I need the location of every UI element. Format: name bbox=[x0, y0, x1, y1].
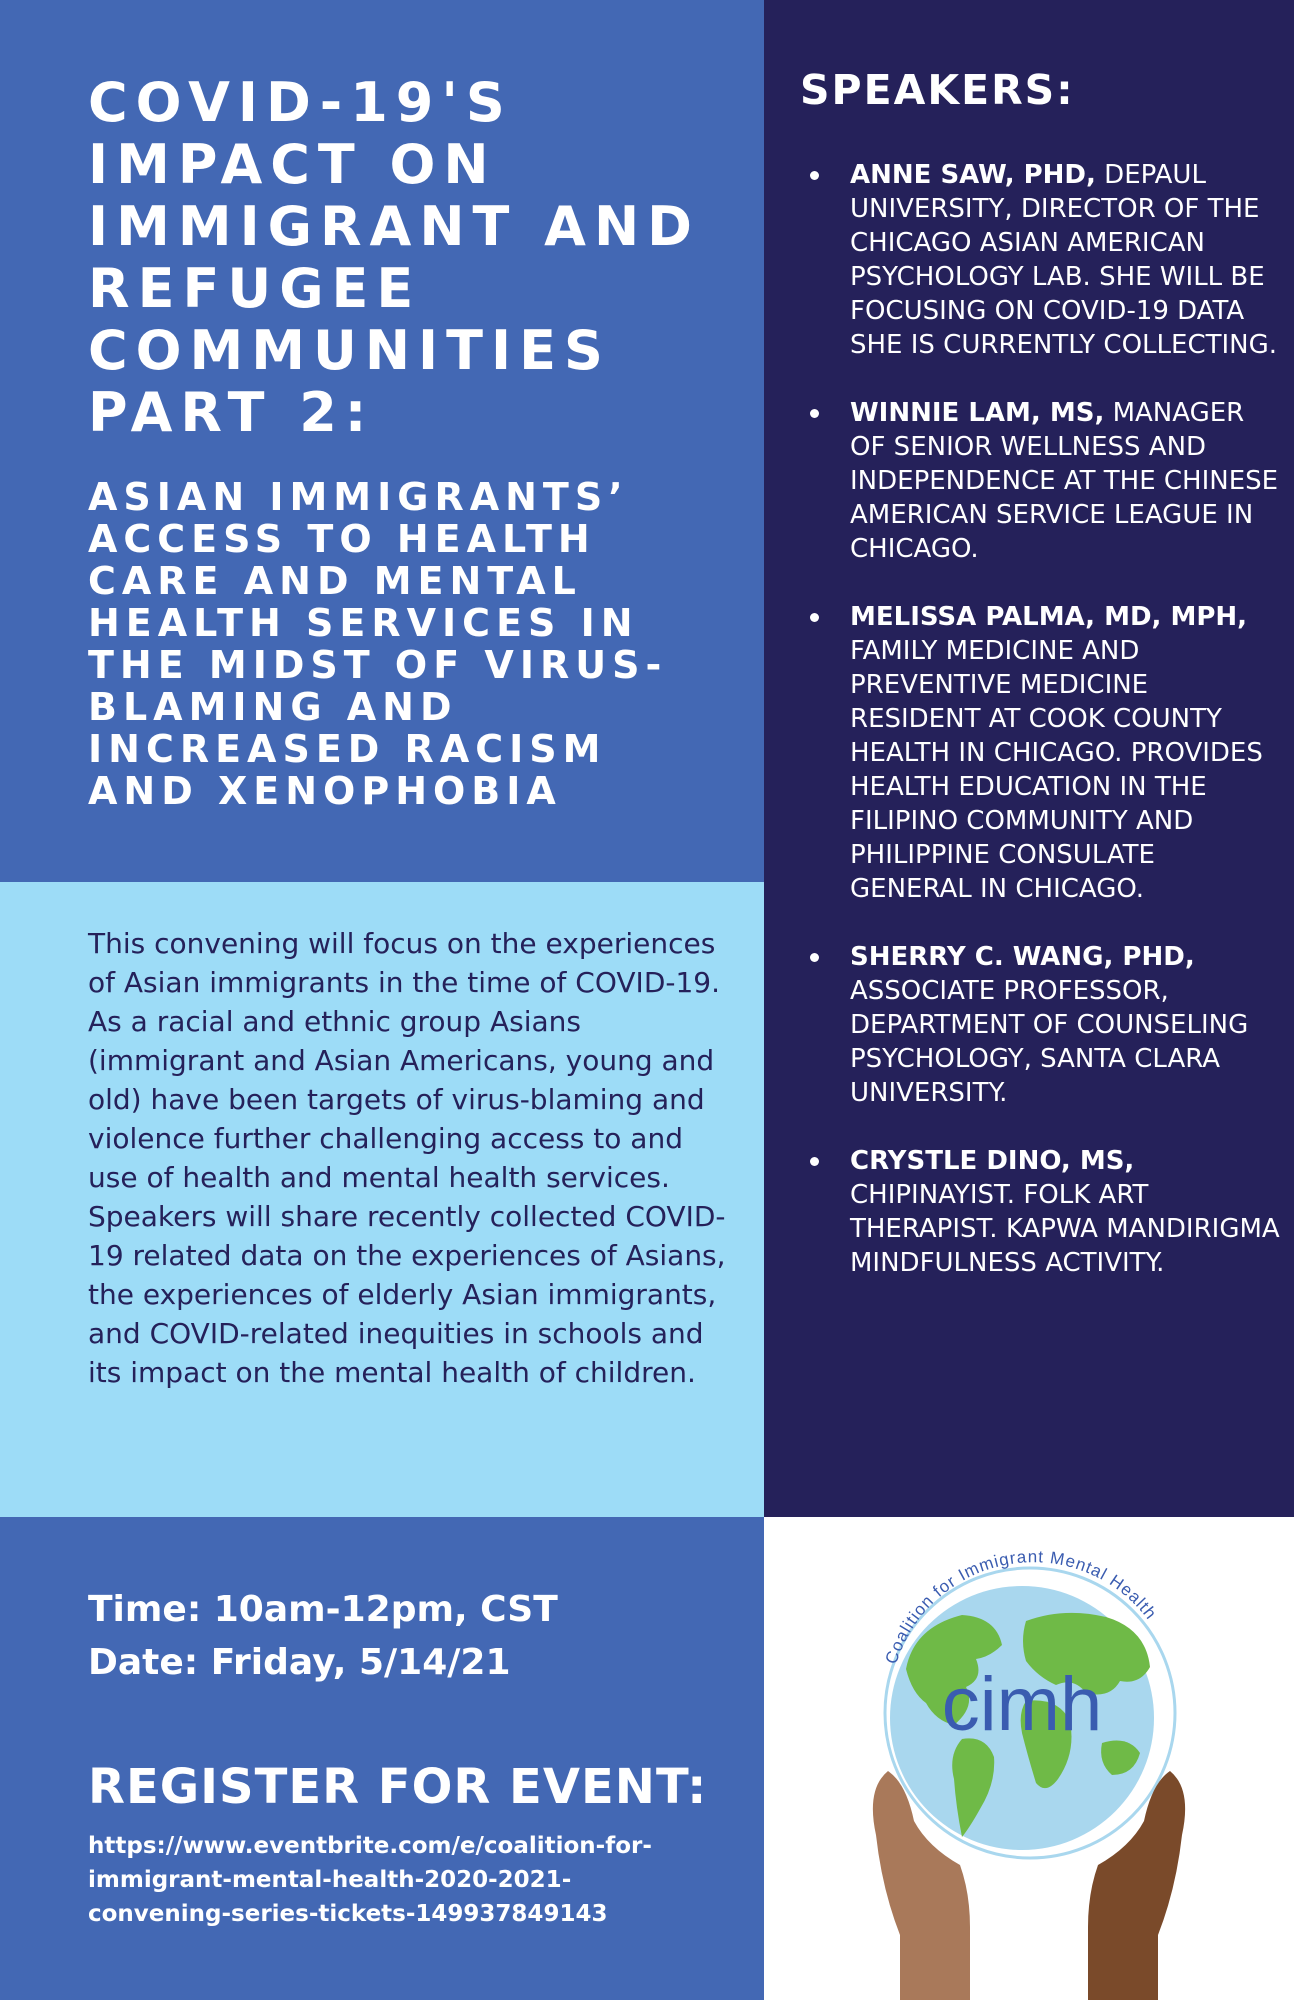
speaker-detail: MANAGER OF SENIOR WELLNESS AND INDEPENDENCE AT THE CHINESE AMERICAN SERVICE LEAGUE IN CHICAGO. bbox=[850, 398, 1279, 564]
registration-link[interactable]: https://www.eventbrite.com/e/coalition-for-immigrant-mental-health-2020-2021-convening-series-tickets-149937849143 bbox=[88, 1833, 652, 1927]
speaker-item bbox=[800, 940, 1280, 1110]
cimh-logo bbox=[764, 1517, 1294, 2000]
bullet-icon bbox=[810, 1157, 819, 1166]
bullet-icon bbox=[810, 613, 819, 622]
register-heading: REGISTER FOR EVENT: bbox=[88, 1759, 708, 1815]
speaker-detail: CHIPINAYIST. FOLK ART THERAPIST. KAPWA MANDIRIGMA MINDFULNESS ACTIVITY. bbox=[850, 1180, 1280, 1278]
description-panel bbox=[0, 882, 764, 1517]
speaker-list bbox=[800, 158, 1280, 1314]
speaker-name: SHERRY C. WANG, PHD, bbox=[850, 942, 1195, 972]
speaker-item bbox=[800, 396, 1280, 566]
speaker-detail: DEPAUL UNIVERSITY, DIRECTOR OF THE CHICAGO ASIAN AMERICAN PSYCHOLOGY LAB. SHE WILL BE FOCUSING ON COVID-19 DATA SHE IS CURRENTLY COLLECTING. bbox=[850, 160, 1278, 360]
speaker-name: WINNIE LAM, MS, bbox=[850, 398, 1105, 428]
logo-arc-text: Coalition for Immigrant Mental Health bbox=[881, 1547, 1161, 1667]
event-details-panel bbox=[0, 1517, 764, 2000]
event-time: Time: 10am-12pm, CST bbox=[88, 1589, 558, 1630]
event-title: COVID-19'S IMPACT ON IMMIGRANT AND REFUGEE COMMUNITIES PART 2: bbox=[88, 71, 700, 444]
speaker-item bbox=[800, 158, 1280, 362]
bullet-icon bbox=[810, 953, 819, 962]
speaker-name: CRYSTLE DINO, MS, bbox=[850, 1146, 1135, 1176]
bullet-icon bbox=[810, 171, 819, 180]
event-subtitle: ASIAN IMMIGRANTS’ ACCESS TO HEALTH CARE AND MENTAL HEALTH SERVICES IN THE MIDST OF VIRUS-BLAMING AND INCREASED RACISM AND XENOPHOBIA bbox=[88, 475, 668, 813]
event-date: Date: Friday, 5/14/21 bbox=[88, 1642, 511, 1683]
speaker-name: MELISSA PALMA, MD, MPH, bbox=[850, 602, 1248, 632]
event-description: This convening will focus on the experiences of Asian immigrants in the time of COVID-19. As a racial and ethnic group Asians (immigrant and Asian Americans, young and old) have been targets of virus-blaming and violence further challenging access to and use of health and mental health services. Speakers will share recently collected COVID-19 related data on the experiences of Asians, the experiences of elderly Asian immigrants, and COVID-related inequities in schools and its impact on the mental health of children. bbox=[88, 927, 726, 1389]
logo-panel bbox=[764, 1517, 1294, 2000]
logo-initials: cimh bbox=[941, 1662, 1103, 1747]
speaker-item bbox=[800, 1144, 1280, 1280]
bullet-icon bbox=[810, 409, 819, 418]
speaker-detail: ASSOCIATE PROFESSOR, DEPARTMENT OF COUNSELING PSYCHOLOGY, SANTA CLARA UNIVERSITY. bbox=[850, 976, 1249, 1108]
speakers-heading: SPEAKERS: bbox=[800, 66, 1075, 114]
speaker-detail: FAMILY MEDICINE AND PREVENTIVE MEDICINE RESIDENT AT COOK COUNTY HEALTH IN CHICAGO. PROVIDES HEALTH EDUCATION IN THE FILIPINO COMMUNITY AND PHILIPPINE CONSULATE GENERAL IN CHICAGO. bbox=[850, 636, 1263, 904]
speakers-panel bbox=[764, 0, 1294, 1517]
speaker-item bbox=[800, 600, 1280, 906]
title-panel bbox=[0, 0, 764, 882]
speaker-name: ANNE SAW, PHD, bbox=[850, 160, 1096, 190]
